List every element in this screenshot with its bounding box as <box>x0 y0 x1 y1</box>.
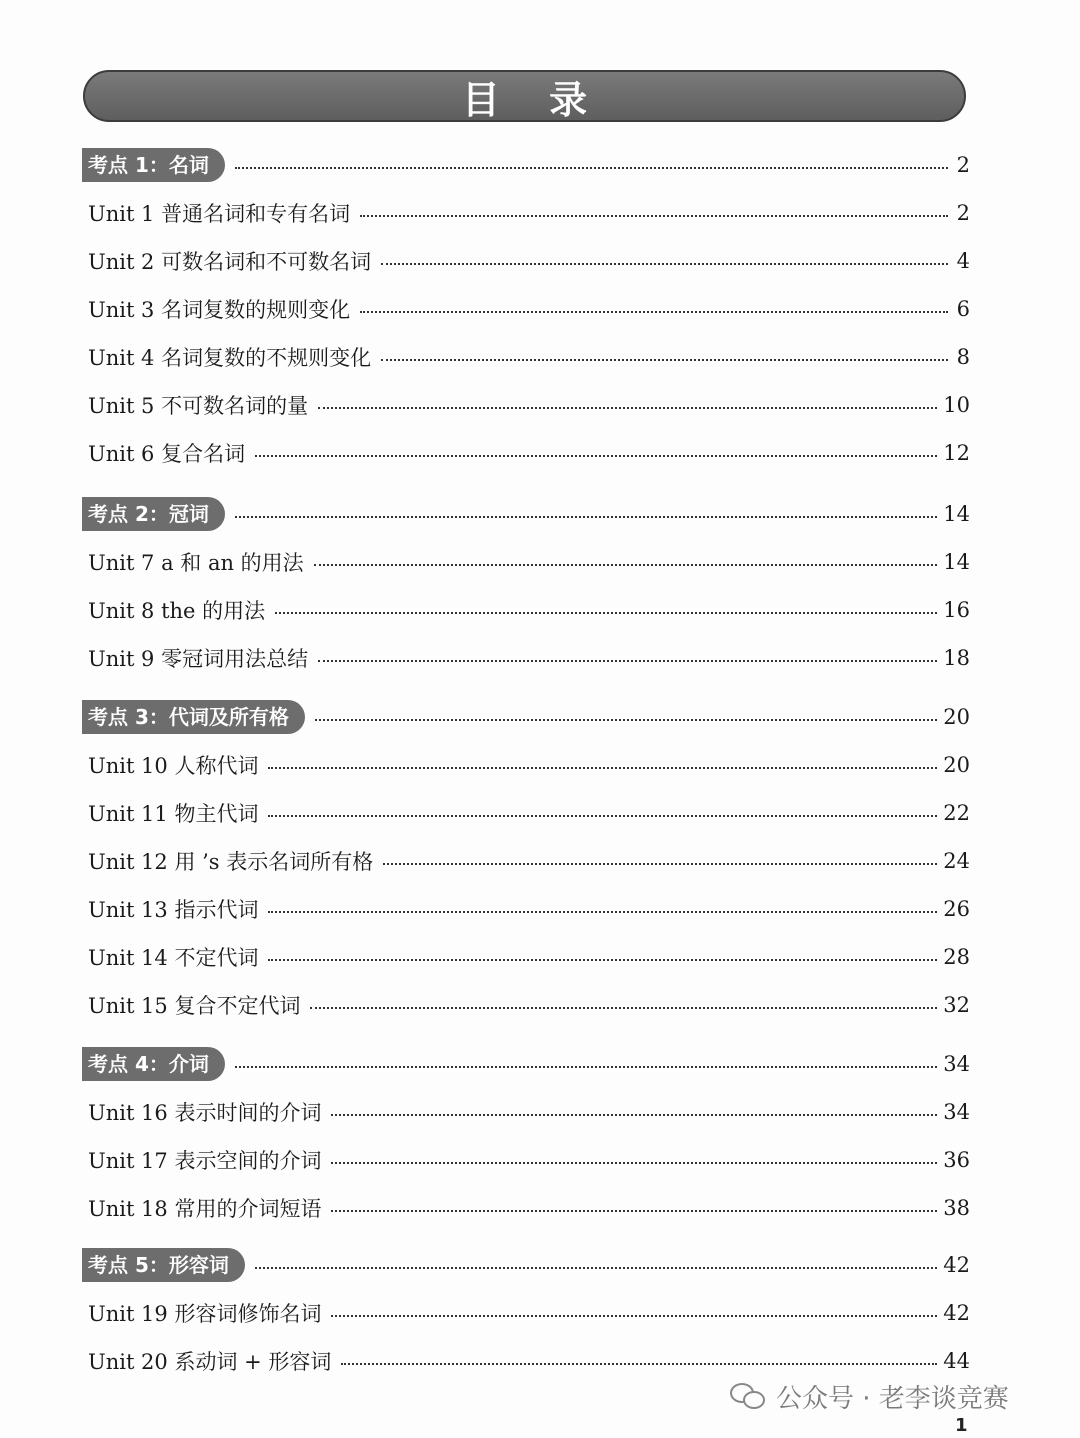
entry-page: 4 <box>956 249 970 273</box>
dot-leader <box>315 719 937 721</box>
entry-page: 22 <box>943 801 970 825</box>
entry-label: Unit 10 人称代词 <box>88 754 259 778</box>
toc-entry[interactable] <box>88 1140 970 1180</box>
entry-label: Unit 9 零冠词用法总结 <box>88 647 309 671</box>
entry-page: 32 <box>943 993 970 1017</box>
entry-label: Unit 20 系动词 + 形容词 <box>88 1350 332 1374</box>
toc-entry[interactable] <box>88 985 970 1025</box>
section-page: 2 <box>956 153 970 177</box>
dot-leader <box>331 1114 937 1116</box>
dot-leader <box>341 1363 937 1365</box>
dot-leader <box>235 167 948 169</box>
entry-label: Unit 5 不可数名词的量 <box>88 394 309 418</box>
page-number: 1 <box>955 1415 968 1436</box>
section-page: 34 <box>943 1052 970 1076</box>
dot-leader <box>318 660 937 662</box>
dot-leader <box>268 959 937 961</box>
entry-label: Unit 2 可数名词和不可数名词 <box>88 250 372 274</box>
entry-page: 44 <box>943 1349 970 1373</box>
entry-label: Unit 19 形容词修饰名词 <box>88 1302 322 1326</box>
dot-leader <box>268 767 937 769</box>
section-page: 20 <box>943 705 970 729</box>
entry-page: 24 <box>943 849 970 873</box>
toc-section-4[interactable] <box>82 1044 970 1084</box>
entry-page: 38 <box>943 1196 970 1220</box>
toc-entry[interactable] <box>88 1188 970 1228</box>
dot-leader <box>268 815 937 817</box>
dot-leader <box>383 863 937 865</box>
watermark <box>730 1376 1009 1416</box>
section-page: 14 <box>943 502 970 526</box>
entry-label: Unit 8 the 的用法 <box>88 599 266 623</box>
dot-leader <box>314 564 938 566</box>
entry-page: 2 <box>956 201 970 225</box>
toc-section-5[interactable] <box>82 1245 970 1285</box>
entry-label: Unit 12 用 ’s 表示名词所有格 <box>88 850 374 874</box>
section-page: 42 <box>943 1253 970 1277</box>
dot-leader <box>381 359 948 361</box>
toc-entry[interactable] <box>88 889 970 929</box>
entry-page: 8 <box>956 345 970 369</box>
toc-section-3[interactable] <box>82 697 970 737</box>
dot-leader <box>275 612 937 614</box>
dot-leader <box>360 215 948 217</box>
entry-label: Unit 16 表示时间的介词 <box>88 1101 322 1125</box>
toc-entry[interactable] <box>88 1293 970 1333</box>
toc-section-1[interactable] <box>82 145 970 185</box>
toc-entry[interactable] <box>88 841 970 881</box>
dot-leader <box>268 911 937 913</box>
toc-entry[interactable] <box>88 793 970 833</box>
toc-entry[interactable] <box>88 433 970 473</box>
entry-label: Unit 13 指示代词 <box>88 898 259 922</box>
section-label: 考点 4：介词 <box>82 1047 225 1081</box>
entry-page: 6 <box>956 297 970 321</box>
toc-entry[interactable] <box>88 638 970 678</box>
entry-page: 42 <box>943 1301 970 1325</box>
dot-leader <box>360 311 948 313</box>
toc-entry[interactable] <box>88 241 970 281</box>
dot-leader <box>255 455 937 457</box>
toc-entry[interactable] <box>88 937 970 977</box>
entry-page: 26 <box>943 897 970 921</box>
toc-entry[interactable] <box>88 289 970 329</box>
entry-page: 36 <box>943 1148 970 1172</box>
entry-label: Unit 4 名词复数的不规则变化 <box>88 346 372 370</box>
section-label: 考点 5：形容词 <box>82 1248 245 1282</box>
entry-label: Unit 1 普通名词和专有名词 <box>88 202 351 226</box>
toc-entry[interactable] <box>88 590 970 630</box>
entry-label: Unit 14 不定代词 <box>88 946 259 970</box>
dot-leader <box>310 1007 937 1009</box>
toc-entry[interactable] <box>88 1092 970 1132</box>
entry-label: Unit 18 常用的介词短语 <box>88 1197 322 1221</box>
toc-entry[interactable] <box>88 542 970 582</box>
dot-leader <box>235 1066 937 1068</box>
section-label: 考点 2：冠词 <box>82 497 225 531</box>
entry-page: 10 <box>943 393 970 417</box>
dot-leader <box>381 263 948 265</box>
toc-title: 目 录 <box>461 77 606 122</box>
entry-page: 14 <box>943 550 970 574</box>
section-label: 考点 3：代词及所有格 <box>82 700 305 734</box>
entry-page: 20 <box>943 753 970 777</box>
entry-label: Unit 15 复合不定代词 <box>88 994 301 1018</box>
toc-entry[interactable] <box>88 337 970 377</box>
wechat-icon <box>730 1381 766 1411</box>
toc-entry[interactable] <box>88 193 970 233</box>
dot-leader <box>331 1315 937 1317</box>
dot-leader <box>255 1267 937 1269</box>
dot-leader <box>331 1162 937 1164</box>
entry-label: Unit 11 物主代词 <box>88 802 259 826</box>
entry-label: Unit 3 名词复数的规则变化 <box>88 298 351 322</box>
entry-page: 12 <box>943 441 970 465</box>
section-label: 考点 1：名词 <box>82 148 225 182</box>
toc-entry[interactable] <box>88 385 970 425</box>
entry-page: 16 <box>943 598 970 622</box>
entry-page: 34 <box>943 1100 970 1124</box>
entry-label: Unit 7 a 和 an 的用法 <box>88 551 304 575</box>
toc-entry[interactable] <box>88 745 970 785</box>
watermark-text: 公众号 · 老李谈竞赛 <box>776 1383 1009 1414</box>
toc-section-2[interactable] <box>82 494 970 534</box>
dot-leader <box>331 1210 937 1212</box>
dot-leader <box>235 516 937 518</box>
entry-label: Unit 6 复合名词 <box>88 442 246 466</box>
entry-page: 28 <box>943 945 970 969</box>
toc-entry[interactable] <box>88 1341 970 1381</box>
entry-page: 18 <box>943 646 970 670</box>
entry-label: Unit 17 表示空间的介词 <box>88 1149 322 1173</box>
dot-leader <box>318 407 937 409</box>
